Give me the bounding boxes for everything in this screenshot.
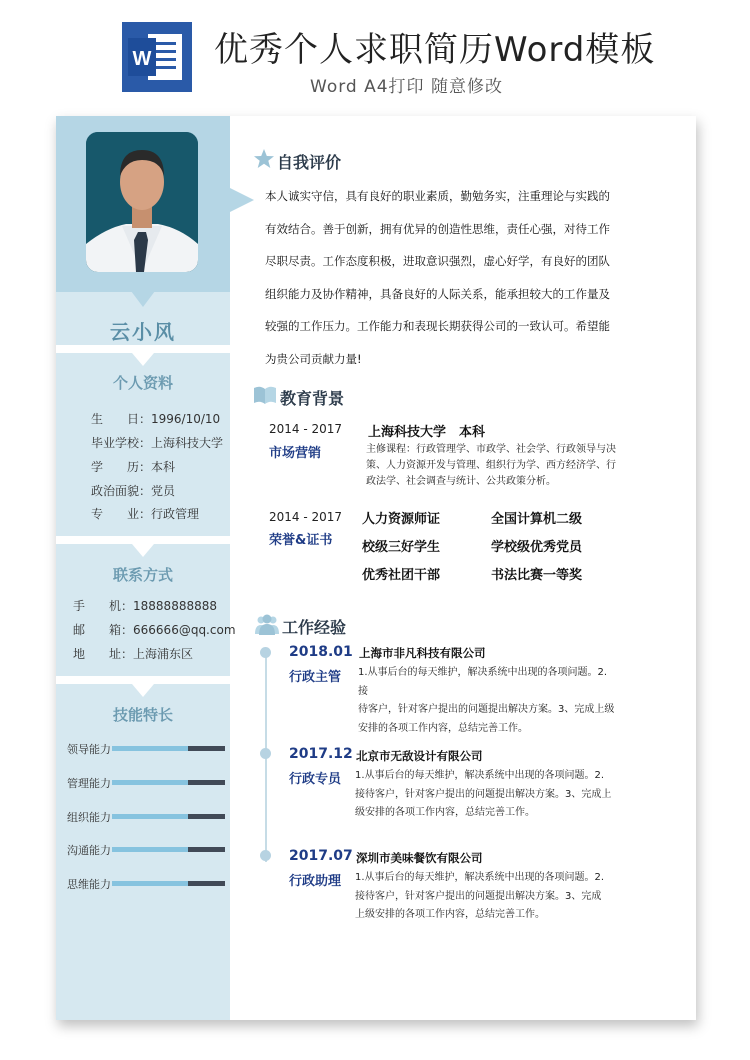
work-company: 上海市非凡科技有限公司 [359,646,486,660]
info-row: 毕业学校：上海科技大学 [91,436,224,450]
info-row: 专 业：行政管理 [91,507,200,521]
honor-item: 校级三好学生 [362,540,441,555]
photo-pointer [131,291,155,307]
honor-item: 书法比赛一等奖 [491,568,583,583]
education-title: 教育背景 [280,389,345,408]
honor-title: 荣誉&证书 [269,533,333,548]
edu-date: 2014 - 2017 [269,422,343,436]
work-company: 北京市无敌设计有限公司 [356,749,483,763]
work-date: 2018.01 [289,644,353,660]
skill-bar [112,847,225,852]
skill-bar [112,746,225,751]
skill-bar-fill [112,746,188,751]
edu-courses: 主修课程：行政管理学、市政学、社会学、行政领导与决 策、人力资源开发与管理、组织行为学、西方经济学、行 政法学、社会调查与统计、公共政策分析。 [366,444,616,487]
work-title: 工作经验 [282,618,347,637]
divider-pointer [132,353,154,366]
content-pointer [230,188,254,212]
candidate-name: 云小风 [110,320,176,344]
skill-bar-fill [112,814,188,819]
work-role: 行政主管 [289,670,342,685]
contact-title: 联系方式 [112,566,173,584]
word-icon [122,22,192,92]
honor-item: 学校级优秀党员 [491,540,583,555]
self-eval-title: 自我评价 [277,153,342,172]
star-icon [253,148,275,170]
page-subtitle: Word A4打印 随意修改 [310,77,503,97]
info-row: 地 址：上海浦东区 [73,647,194,661]
skills-title: 技能特长 [112,706,173,724]
info-row: 政治面貌：党员 [91,484,176,498]
work-desc: 1.从事后台的每天维护，解决系统中出现的各项问题。2.接 待客户，针对客户提出的问题提出解决方案。3、完成上级 安排的各项工作内容，总结完善工作。 [358,667,615,734]
skill-label: 领导能力 [67,743,111,756]
honor-item: 人力资源师证 [362,512,441,527]
work-date: 2017.07 [289,848,353,864]
people-icon [255,613,279,635]
skill-bar-fill [112,881,188,886]
info-row: 学 历：本科 [91,460,176,474]
skill-bar-fill [112,847,188,852]
skill-label: 思维能力 [67,878,111,891]
skill-bar [112,780,225,785]
timeline-dot [260,850,271,861]
skill-bar [112,881,225,886]
divider [56,345,230,353]
honor-item: 全国计算机二级 [491,512,583,527]
info-row: 邮 箱：666666@qq.com [73,623,236,637]
info-row: 手 机：18888888888 [73,599,217,613]
work-date: 2017.12 [289,746,353,762]
divider [56,536,230,544]
skill-label: 沟通能力 [67,844,111,857]
work-role: 行政专员 [289,772,342,787]
timeline-dot [260,647,271,658]
honor-item: 优秀社团干部 [362,568,441,583]
divider-pointer [132,684,154,697]
skill-bar-fill [112,780,188,785]
skill-label: 管理能力 [67,777,111,790]
svg-text:W: W [132,48,152,70]
honor-date: 2014 - 2017 [269,510,343,524]
edu-major: 市场营销 [269,446,322,461]
work-company: 深圳市美味餐饮有限公司 [356,851,483,865]
book-icon [253,385,277,405]
info-row: 生 日：1996/10/10 [91,412,221,426]
divider [56,676,230,684]
self-eval-text: 本人诚实守信，具有良好的职业素质，勤勉务实，注重理论与实践的 有效结合。善于创新，拥有优异的创造性思维，责任心强，对待工作 尽职尽责。工作态度积极，进取意识强烈，虚心好学，有良好的团队 组织能力及协作精神，具备良好的人际关系，能承担较大的工作量及 较强的工作压力。工作能力和表现长期获得公司的一致认可。希望能 为贵公司贡献力量! [265,189,610,366]
timeline-dot [260,748,271,759]
work-desc: 1.从事后台的每天维护，解决系统中出现的各项问题。2. 接待客户，针对客户提出的问题提出解决方案。3、完成上 级安排的各项工作内容，总结完善工作。 [355,770,612,818]
profile-title: 个人资料 [112,374,173,392]
skill-label: 组织能力 [67,811,111,824]
skill-bar [112,814,225,819]
page-title: 优秀个人求职简历Word模板 [214,30,656,70]
work-desc: 1.从事后台的每天维护，解决系统中出现的各项问题。2. 接待客户，针对客户提出的问题提出解决方案。3、完成 上级安排的各项工作内容，总结完善工作。 [355,872,605,920]
work-role: 行政助理 [289,874,342,889]
divider-pointer [132,544,154,557]
edu-school: 上海科技大学 本科 [368,425,486,440]
profile-photo [86,132,198,272]
